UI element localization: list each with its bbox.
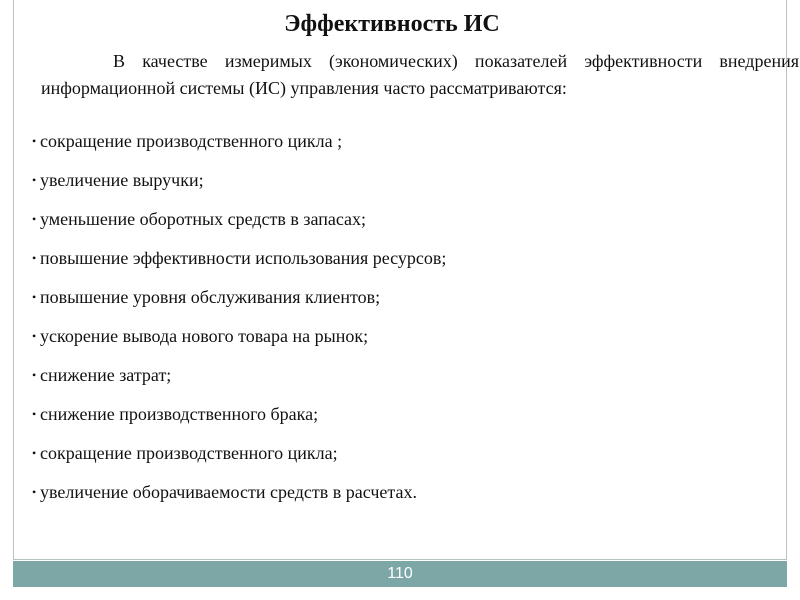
- list-item: [32, 246, 792, 285]
- list-item: [32, 207, 792, 246]
- bullet-icon: •: [32, 368, 37, 382]
- intro-paragraph: В качестве измеримых (экономических) показателей эффективности внедрения информационной системы (ИС) управления часто рассматриваются:: [41, 51, 799, 98]
- list-item: [32, 402, 792, 441]
- list-item-text: ускорение вывода нового товара на рынок;: [40, 326, 369, 346]
- bullet-icon: •: [32, 290, 37, 304]
- list-item-text: увеличение выручки;: [40, 170, 204, 190]
- list-item-text: сокращение производственного цикла;: [40, 443, 338, 463]
- bullet-icon: •: [32, 173, 37, 187]
- list-item-text: повышение уровня обслуживания клиентов;: [40, 287, 381, 307]
- footer-bar: [13, 561, 787, 587]
- list-item: [32, 129, 792, 168]
- list-item: [32, 441, 792, 480]
- list-item: [32, 363, 792, 402]
- list-item-text: снижение производственного брака;: [40, 404, 319, 424]
- slide-frame: [13, 0, 799, 560]
- slide-title: Эффективность ИС: [284, 11, 500, 37]
- list-item-text: уменьшение оборотных средств в запасах;: [40, 209, 367, 229]
- list-item: [32, 168, 792, 207]
- list-item: [32, 285, 792, 324]
- bullet-icon: •: [32, 407, 37, 421]
- list-item-text: повышение эффективности использования ресурсов;: [40, 248, 447, 268]
- bullet-icon: •: [32, 329, 37, 343]
- list-item-text: снижение затрат;: [40, 365, 172, 385]
- bullet-icon: •: [32, 134, 37, 148]
- list-item-text: увеличение оборачиваемости средств в расчетах.: [40, 482, 417, 502]
- bullet-icon: •: [32, 251, 37, 265]
- page-number: 110: [387, 565, 413, 582]
- indicator-list: [32, 129, 792, 519]
- list-item: [32, 324, 792, 363]
- list-item: [32, 480, 792, 519]
- bullet-icon: •: [32, 485, 37, 499]
- list-item-text: сокращение производственного цикла ;: [40, 131, 343, 151]
- bullet-icon: •: [32, 446, 37, 460]
- bullet-icon: •: [32, 212, 37, 226]
